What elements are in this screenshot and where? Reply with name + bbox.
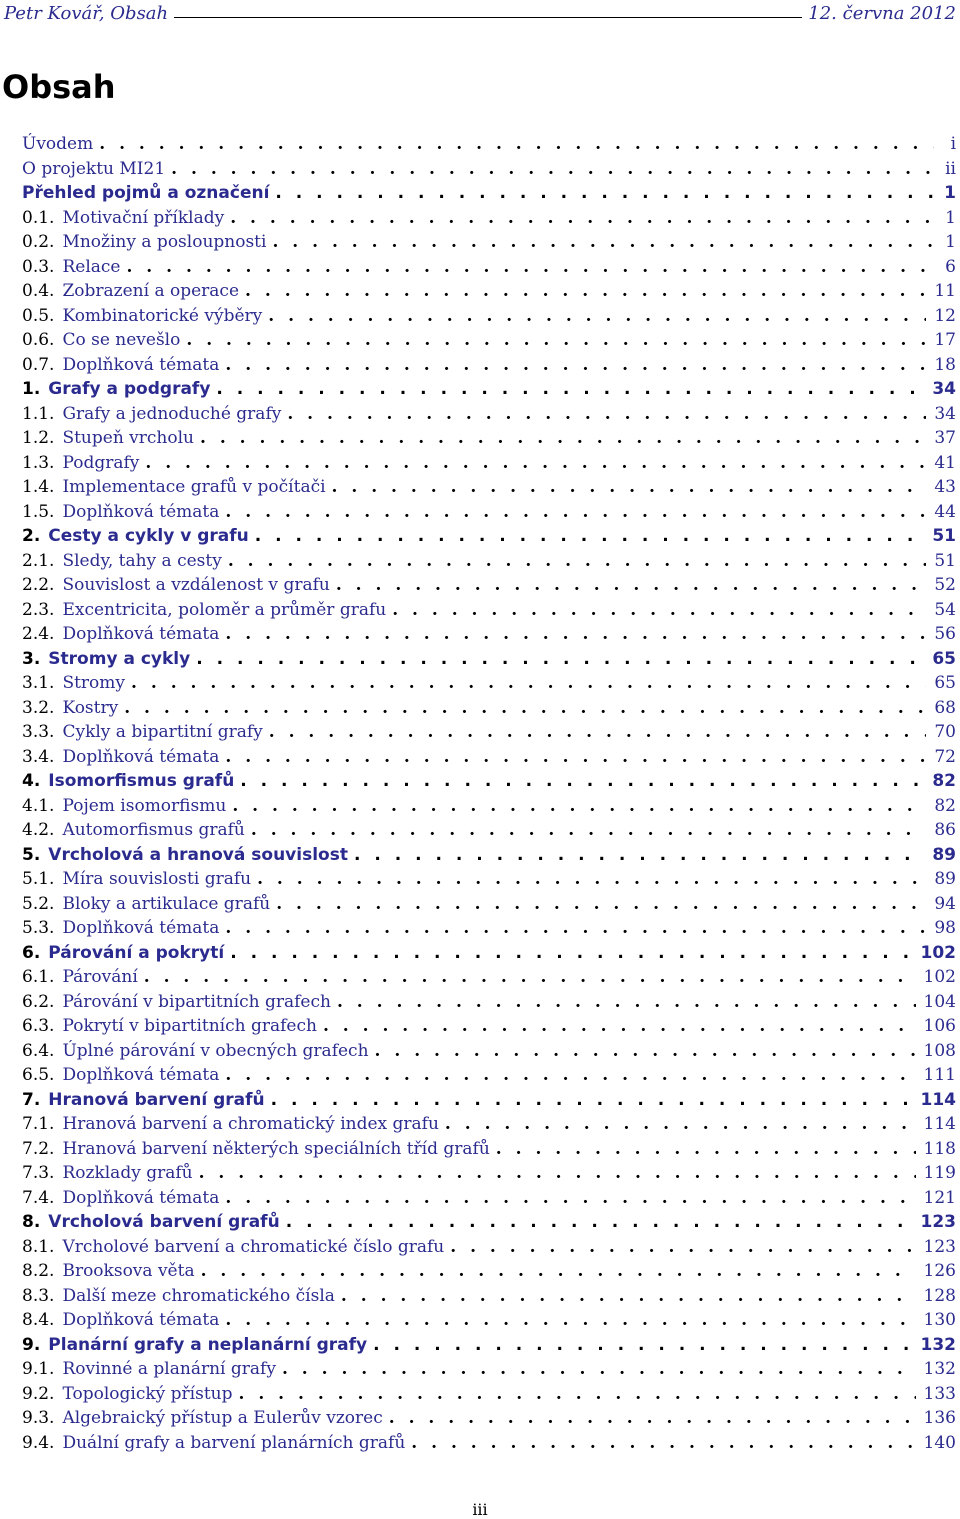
toc-leader-dots <box>275 181 934 206</box>
toc-leader-dots <box>341 1284 916 1309</box>
toc-leader-dots <box>199 1161 916 1186</box>
toc-leader-dots <box>186 328 926 353</box>
toc-section-entry[interactable] <box>22 990 956 1015</box>
toc-leader-dots <box>411 1431 915 1456</box>
toc-section-entry[interactable] <box>22 304 956 329</box>
toc-page-number[interactable]: 56 <box>934 624 956 644</box>
toc-page-number[interactable]: 114 <box>923 1114 956 1134</box>
toc-entry-link[interactable]: Pokrytí v bipartitních grafech <box>62 1016 317 1036</box>
toc-leader-dots <box>99 132 934 157</box>
toc-section-entry[interactable] <box>22 1014 956 1039</box>
toc-section-entry[interactable] <box>22 1235 956 1260</box>
toc-section-entry[interactable] <box>22 598 956 623</box>
toc-section-entry[interactable] <box>22 867 956 892</box>
toc-page-number[interactable]: ii <box>945 158 956 179</box>
toc-entry-number: 1.5. <box>22 501 55 522</box>
toc-leader-dots <box>238 1382 915 1407</box>
toc-chapter-entry[interactable] <box>22 1210 956 1235</box>
toc-page-number[interactable]: 111 <box>923 1065 956 1085</box>
toc-entry-number: 8. <box>22 1212 41 1232</box>
toc-page-number[interactable]: 132 <box>920 1334 956 1355</box>
toc-entry-number: 1. <box>22 379 41 399</box>
toc-entry-link[interactable]: Doplňková témata <box>62 501 220 522</box>
toc-section-entry[interactable] <box>22 1284 956 1309</box>
toc-page-number[interactable]: 65 <box>932 648 956 669</box>
toc-entry-link[interactable]: Stromy <box>62 673 126 693</box>
toc-page-number[interactable]: 12 <box>934 305 956 326</box>
toc-entry-number: 1.1. <box>22 403 55 424</box>
toc-entry-number: 6.2. <box>22 991 55 1012</box>
toc-entry-link[interactable]: Motivační příklady <box>62 207 225 228</box>
toc-entry-number: 9. <box>22 1334 41 1355</box>
toc-entry-link[interactable]: Cesty a cykly v grafu <box>48 526 249 546</box>
toc-leader-dots <box>131 671 926 696</box>
toc-entry-link[interactable]: Excentricita, poloměr a průměr grafu <box>62 599 387 620</box>
toc-leader-dots <box>225 500 926 525</box>
toc-section-entry[interactable] <box>22 1382 956 1407</box>
toc-entry-link[interactable]: Doplňková témata <box>62 354 220 375</box>
toc-leader-dots <box>337 990 916 1015</box>
toc-leader-dots <box>257 867 926 892</box>
toc-entry-number: 1.3. <box>22 452 55 473</box>
toc-entry-number: 2.4. <box>22 624 55 644</box>
toc-leader-dots <box>375 1039 916 1064</box>
toc-entry-link[interactable]: Míra souvislosti grafu <box>62 869 252 889</box>
toc-entry-number: 6.5. <box>22 1065 55 1085</box>
toc-entry-number: 0.3. <box>22 256 55 277</box>
toc-page-number[interactable]: 114 <box>920 1089 956 1110</box>
toc-entry-link[interactable]: Množiny a posloupnosti <box>62 232 267 252</box>
toc-entry-number: 8.1. <box>22 1236 55 1257</box>
toc-leader-dots <box>286 1210 913 1235</box>
toc-entry-link[interactable]: Další meze chromatického čísla <box>62 1285 335 1306</box>
toc-leader-dots <box>144 965 916 990</box>
toc-entry-number: 6. <box>22 942 41 963</box>
toc-page-number[interactable]: 98 <box>934 918 956 938</box>
toc-chapter-entry[interactable] <box>22 941 956 966</box>
toc-page-number[interactable]: 86 <box>934 820 956 840</box>
toc-leader-dots <box>276 892 926 917</box>
toc-section-entry[interactable] <box>22 1161 956 1186</box>
toc-leader-dots <box>225 353 926 378</box>
toc-section-entry[interactable] <box>22 475 956 500</box>
toc-page-number[interactable]: 68 <box>934 697 956 718</box>
toc-leader-dots <box>272 230 934 255</box>
toc-entry-link[interactable]: Párování a pokrytí <box>48 942 225 963</box>
toc-page-number[interactable]: 132 <box>923 1359 956 1379</box>
toc-entry-link[interactable]: Hranová barvení grafů <box>48 1089 265 1110</box>
toc-section-entry[interactable] <box>22 426 956 451</box>
toc-section-entry[interactable] <box>22 1186 956 1211</box>
toc-entry-number: 5.3. <box>22 918 55 938</box>
toc-entry-number: 2. <box>22 526 41 546</box>
toc-section-entry[interactable] <box>22 794 956 819</box>
toc-entry-number: 3. <box>22 648 41 669</box>
toc-leader-dots <box>332 475 927 500</box>
toc-chapter-entry[interactable] <box>22 524 956 549</box>
toc-section-entry[interactable] <box>22 818 956 843</box>
toc-section-entry[interactable] <box>22 1431 956 1456</box>
toc-entry-number: 0.7. <box>22 354 55 375</box>
toc-entry-link[interactable]: Bloky a artikulace grafů <box>62 893 271 914</box>
toc-page-number[interactable]: 44 <box>934 501 956 522</box>
toc-leader-dots <box>251 818 926 843</box>
toc-entry-number: 3.1. <box>22 673 55 693</box>
toc-section-entry[interactable] <box>22 1357 956 1382</box>
toc-leader-dots <box>287 402 926 427</box>
toc-section-entry[interactable] <box>22 1039 956 1064</box>
toc-entry-link[interactable]: Vrcholové barvení a chromatické číslo grafu <box>62 1236 445 1257</box>
toc-entry-number: 7.3. <box>22 1163 55 1183</box>
toc-entry-number: 1.2. <box>22 428 55 448</box>
toc-entry-number: 7.2. <box>22 1138 55 1159</box>
toc-entry-link[interactable]: Doplňková témata <box>62 624 220 644</box>
toc-entry-link[interactable]: Topologický přístup <box>62 1383 233 1404</box>
toc-section-entry[interactable] <box>22 157 956 182</box>
toc-section-entry[interactable] <box>22 206 956 231</box>
toc-entry-link[interactable]: Zobrazení a operace <box>62 281 240 301</box>
toc-entry-link[interactable]: Doplňková témata <box>62 1065 220 1085</box>
toc-section-entry[interactable] <box>22 132 956 157</box>
toc-leader-dots <box>230 206 934 231</box>
toc-entry-link[interactable]: Souvislost a vzdálenost v grafu <box>62 575 330 595</box>
toc-leader-dots <box>124 696 926 721</box>
toc-page-number[interactable]: 118 <box>923 1138 956 1159</box>
toc-entry-number: 2.1. <box>22 550 55 571</box>
toc-page-number[interactable]: 89 <box>934 869 956 889</box>
toc-entry-number: 4. <box>22 771 41 791</box>
toc-entry-link[interactable]: Implementace grafů v počítači <box>62 477 326 497</box>
toc-leader-dots <box>323 1014 916 1039</box>
toc-page-number[interactable]: 34 <box>932 379 956 399</box>
toc-leader-dots <box>336 573 927 598</box>
toc-entry-link[interactable]: Úvodem <box>22 134 94 154</box>
toc-section-entry[interactable] <box>22 916 956 941</box>
toc-page-number[interactable]: 82 <box>932 771 956 791</box>
toc-entry-number: 1.4. <box>22 477 55 497</box>
toc-leader-dots <box>225 745 926 770</box>
header-author: Petr Kovář, Obsah <box>4 3 169 24</box>
toc-page-number[interactable]: 52 <box>934 575 956 595</box>
toc-page-number[interactable]: 121 <box>923 1187 956 1208</box>
toc-page-number[interactable]: 94 <box>934 893 956 914</box>
toc-leader-dots <box>225 1063 915 1088</box>
toc-leader-dots <box>225 916 926 941</box>
toc-entry-link[interactable]: Doplňková témata <box>62 1310 220 1330</box>
toc-entry-number: 6.3. <box>22 1016 55 1036</box>
toc-page-number[interactable]: 102 <box>920 942 956 963</box>
toc-page-number[interactable]: 51 <box>932 526 956 546</box>
toc-entry-number: 7.1. <box>22 1114 55 1134</box>
toc-leader-dots <box>282 1357 916 1382</box>
toc-section-entry[interactable] <box>22 720 956 745</box>
toc-entry-link[interactable]: Stupeň vrcholu <box>62 428 194 448</box>
toc-entry-link[interactable]: Cykly a bipartitní grafy <box>62 722 263 742</box>
toc-section-entry[interactable] <box>22 549 956 574</box>
toc-page-number[interactable]: 37 <box>934 428 956 448</box>
toc-leader-dots <box>225 622 926 647</box>
toc-section-entry[interactable] <box>22 353 956 378</box>
toc-entry-number: 2.3. <box>22 599 55 620</box>
toc-page-number[interactable]: 70 <box>934 722 956 742</box>
toc-section-entry[interactable] <box>22 500 956 525</box>
toc-page-number[interactable]: 140 <box>923 1432 956 1453</box>
toc-section-entry[interactable] <box>22 1308 956 1333</box>
toc-page-number[interactable]: 17 <box>934 330 956 350</box>
toc-section-entry[interactable] <box>22 279 956 304</box>
toc-page-number[interactable]: 11 <box>934 281 956 301</box>
toc-leader-dots <box>201 1259 916 1284</box>
toc-entry-number: 6.1. <box>22 967 55 987</box>
toc-entry-number: 0.1. <box>22 207 55 228</box>
toc-page-number[interactable]: 72 <box>934 746 956 767</box>
toc-entry-link[interactable]: Párování <box>62 967 138 987</box>
toc-entry-number: 5.2. <box>22 893 55 914</box>
toc-entry-link[interactable]: Hranová barvení některých speciálních tříd grafů <box>62 1138 490 1159</box>
toc-page-number[interactable]: 130 <box>923 1310 956 1330</box>
toc-section-entry[interactable] <box>22 255 956 280</box>
toc-chapter-entry[interactable] <box>22 769 956 794</box>
toc-leader-dots <box>496 1137 916 1162</box>
toc-leader-dots <box>196 647 924 672</box>
toc-section-entry[interactable] <box>22 892 956 917</box>
header-date: 12. června 2012 <box>808 3 956 24</box>
toc-entry-number: 8.4. <box>22 1310 55 1330</box>
toc-page-number[interactable]: 106 <box>923 1016 956 1036</box>
table-of-contents <box>22 132 956 1455</box>
toc-entry-number: 5.1. <box>22 869 55 889</box>
toc-entry-link[interactable]: Planární grafy a neplanární grafy <box>48 1334 368 1355</box>
toc-page-number[interactable]: 89 <box>932 844 956 865</box>
toc-entry-link[interactable]: Brooksova věta <box>62 1261 195 1281</box>
toc-entry-link[interactable]: Grafy a podgrafy <box>48 379 211 399</box>
toc-page-number[interactable]: 51 <box>934 550 956 571</box>
toc-entry-link[interactable]: Párování v bipartitních grafech <box>62 991 331 1012</box>
toc-entry-number: 3.4. <box>22 746 55 767</box>
toc-entry-link[interactable]: O projektu MI21 <box>22 158 166 179</box>
toc-chapter-entry[interactable] <box>22 377 956 402</box>
toc-leader-dots <box>392 598 926 623</box>
toc-leader-dots <box>240 769 924 794</box>
toc-page-number[interactable]: 133 <box>923 1383 956 1404</box>
toc-entry-number: 7. <box>22 1089 41 1110</box>
toc-section-entry[interactable] <box>22 1259 956 1284</box>
toc-leader-dots <box>171 157 934 182</box>
toc-page-number[interactable]: 126 <box>923 1261 956 1281</box>
toc-entry-number: 3.2. <box>22 697 55 718</box>
toc-leader-dots <box>228 549 927 574</box>
toc-leader-dots <box>216 377 924 402</box>
toc-entry-number: 5. <box>22 844 41 865</box>
toc-entry-link[interactable]: Isomorfismus grafů <box>48 771 235 791</box>
toc-page-number[interactable]: 136 <box>923 1408 956 1428</box>
toc-entry-number: 0.4. <box>22 281 55 301</box>
toc-entry-number: 9.3. <box>22 1408 55 1428</box>
toc-entry-link[interactable]: Sledy, tahy a cesty <box>62 550 222 571</box>
toc-leader-dots <box>268 304 926 329</box>
toc-entry-link[interactable]: Vrcholová barvení grafů <box>48 1212 280 1232</box>
toc-leader-dots <box>230 941 912 966</box>
toc-page-number[interactable]: 102 <box>923 967 956 987</box>
toc-section-entry[interactable] <box>22 230 956 255</box>
toc-entry-number: 8.3. <box>22 1285 55 1306</box>
toc-leader-dots <box>445 1112 916 1137</box>
toc-section-entry[interactable] <box>22 451 956 476</box>
page-title: Obsah <box>2 68 116 106</box>
toc-entry-link[interactable]: Doplňková témata <box>62 746 220 767</box>
toc-page-number[interactable]: 1 <box>944 183 956 203</box>
page-number: iii <box>472 1500 488 1519</box>
toc-entry-number: 6.4. <box>22 1040 55 1061</box>
toc-entry-number: 2.2. <box>22 575 55 595</box>
header-rule <box>174 17 802 18</box>
toc-chapter-entry[interactable] <box>22 647 956 672</box>
toc-leader-dots <box>373 1333 912 1358</box>
toc-entry-link[interactable]: Kostry <box>62 697 119 718</box>
toc-entry-number: 9.1. <box>22 1359 55 1379</box>
toc-entry-link[interactable]: Kombinatorické výběry <box>62 305 263 326</box>
toc-chapter-entry[interactable] <box>22 843 956 868</box>
toc-section-entry[interactable] <box>22 1063 956 1088</box>
toc-chapter-entry[interactable] <box>22 181 956 206</box>
toc-section-entry[interactable] <box>22 1406 956 1431</box>
toc-entry-link[interactable]: Co se nevešlo <box>62 330 181 350</box>
toc-entry-number: 0.6. <box>22 330 55 350</box>
toc-section-entry[interactable] <box>22 328 956 353</box>
toc-section-entry[interactable] <box>22 965 956 990</box>
toc-page-number[interactable]: 104 <box>923 991 956 1012</box>
toc-leader-dots <box>354 843 924 868</box>
toc-entry-link[interactable]: Grafy a jednoduché grafy <box>62 403 282 424</box>
toc-section-entry[interactable] <box>22 402 956 427</box>
toc-page-number[interactable]: 123 <box>923 1236 956 1257</box>
toc-entry-number: 0.5. <box>22 305 55 326</box>
toc-entry-link[interactable]: Úplné párování v obecných grafech <box>62 1040 369 1061</box>
toc-page-number[interactable]: 41 <box>934 452 956 473</box>
toc-entry-link[interactable]: Doplňková témata <box>62 1187 220 1208</box>
toc-leader-dots <box>389 1406 916 1431</box>
toc-entry-link[interactable]: Stromy a cykly <box>48 648 191 669</box>
toc-leader-dots <box>200 426 926 451</box>
toc-page-number[interactable]: 82 <box>934 795 956 816</box>
toc-leader-dots <box>450 1235 915 1260</box>
toc-entry-number: 4.2. <box>22 820 55 840</box>
toc-section-entry[interactable] <box>22 573 956 598</box>
toc-page-number[interactable]: 6 <box>945 256 956 277</box>
toc-entry-link[interactable]: Automorfismus grafů <box>62 820 245 840</box>
toc-section-entry[interactable] <box>22 745 956 770</box>
toc-entry-link[interactable]: Pojem isomorfismu <box>62 795 227 816</box>
toc-page-number[interactable]: 43 <box>934 477 956 497</box>
toc-leader-dots <box>271 1088 913 1113</box>
toc-section-entry[interactable] <box>22 696 956 721</box>
toc-chapter-entry[interactable] <box>22 1333 956 1358</box>
toc-leader-dots <box>145 451 926 476</box>
toc-page-number[interactable]: 128 <box>923 1285 956 1306</box>
toc-page-number[interactable]: i <box>950 134 956 154</box>
toc-entry-link[interactable]: Duální grafy a barvení planárních grafů <box>62 1432 406 1453</box>
toc-page-number[interactable]: 34 <box>934 403 956 424</box>
toc-leader-dots <box>126 255 934 280</box>
toc-entry-link[interactable]: Doplňková témata <box>62 918 220 938</box>
toc-leader-dots <box>269 720 927 745</box>
toc-page-number[interactable]: 18 <box>934 354 956 375</box>
toc-section-entry[interactable] <box>22 1112 956 1137</box>
toc-chapter-entry[interactable] <box>22 1088 956 1113</box>
toc-entry-number: 8.2. <box>22 1261 55 1281</box>
toc-leader-dots <box>225 1186 915 1211</box>
toc-entry-number: 9.2. <box>22 1383 55 1404</box>
toc-entry-number: 7.4. <box>22 1187 55 1208</box>
toc-section-entry[interactable] <box>22 1137 956 1162</box>
toc-section-entry[interactable] <box>22 671 956 696</box>
toc-section-entry[interactable] <box>22 622 956 647</box>
toc-entry-link[interactable]: Rozklady grafů <box>62 1163 193 1183</box>
toc-entry-number: 9.4. <box>22 1432 55 1453</box>
toc-page-number[interactable]: 65 <box>934 673 956 693</box>
toc-leader-dots <box>225 1308 915 1333</box>
toc-leader-dots <box>255 524 925 549</box>
toc-leader-dots <box>232 794 926 819</box>
toc-entry-link[interactable]: Rovinné a planární grafy <box>62 1359 276 1379</box>
toc-entry-link[interactable]: Algebraický přístup a Eulerův vzorec <box>62 1408 383 1428</box>
page-header <box>4 2 956 24</box>
toc-page-number[interactable]: 1 <box>945 232 956 252</box>
toc-entry-number: 0.2. <box>22 232 55 252</box>
toc-page-number[interactable]: 123 <box>920 1212 956 1232</box>
toc-entry-link[interactable]: Vrcholová a hranová souvislost <box>48 844 348 865</box>
toc-leader-dots <box>245 279 926 304</box>
toc-entry-link[interactable]: Relace <box>62 256 121 277</box>
toc-page-number[interactable]: 119 <box>923 1163 956 1183</box>
toc-page-number[interactable]: 54 <box>934 599 956 620</box>
toc-entry-number: 3.3. <box>22 722 55 742</box>
toc-entry-link[interactable]: Podgrafy <box>62 452 140 473</box>
toc-entry-link[interactable]: Přehled pojmů a označení <box>22 183 270 203</box>
toc-entry-link[interactable]: Hranová barvení a chromatický index grafu <box>62 1114 439 1134</box>
toc-page-number[interactable]: 108 <box>923 1040 956 1061</box>
toc-page-number[interactable]: 1 <box>945 207 956 228</box>
toc-entry-number: 4.1. <box>22 795 55 816</box>
